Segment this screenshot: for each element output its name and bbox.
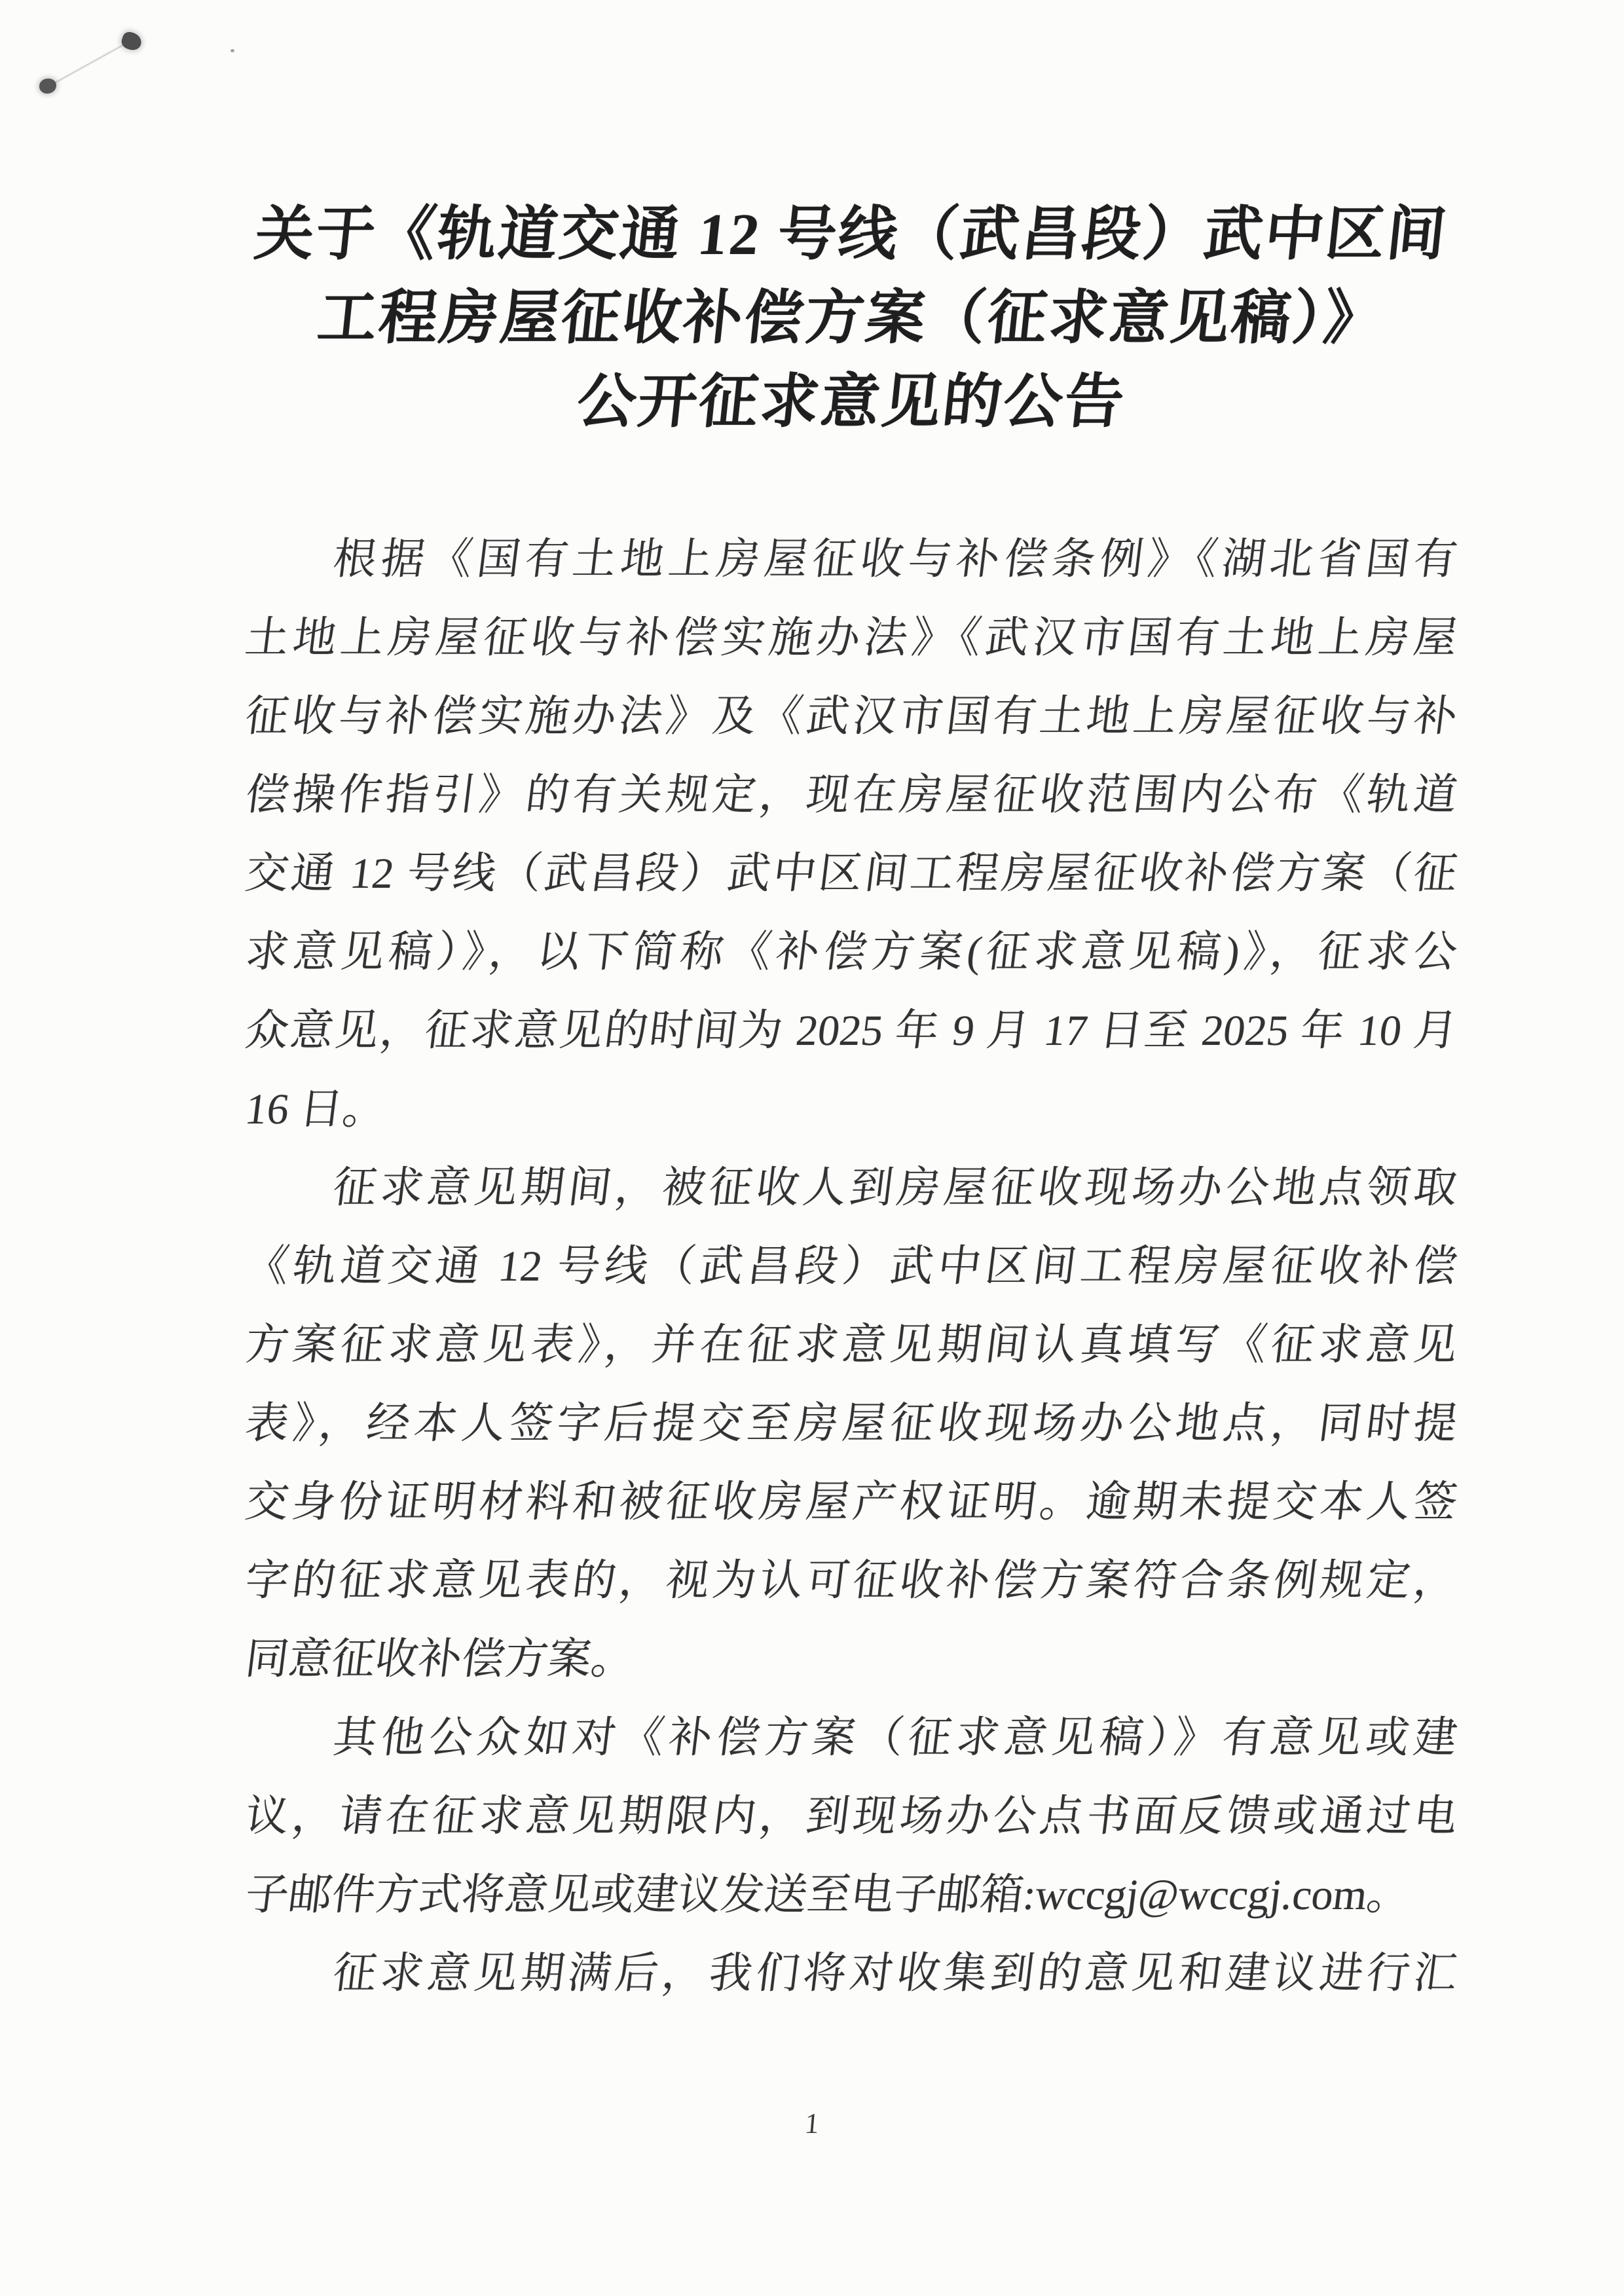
title-line-2: 工程房屋征收补偿方案（征求意见稿）》 bbox=[314, 286, 1388, 351]
title-line-1: 关于《轨道交通 12 号线（武昌段）武中区间 bbox=[251, 202, 1451, 267]
body-line-p1-l7: 众意见，征求意见的时间为 2025 年 9 月 17 日至 2025 年 10 月 bbox=[242, 1007, 1460, 1055]
body-line-p2-l4: 表》，经本人签字后提交至房屋征收现场办公地点，同时提 bbox=[242, 1400, 1460, 1448]
body-line-p1-l2: 土地上房屋征收与补偿实施办法》《武汉市国有土地上房屋 bbox=[242, 614, 1460, 662]
body-line-p3-l1: 其他公众如对《补偿方案（征求意见稿）》有意见或建 bbox=[330, 1714, 1460, 1762]
page-number: 1 bbox=[803, 2107, 821, 2140]
staple-mark-bottom bbox=[39, 79, 56, 94]
scan-speck bbox=[231, 49, 234, 52]
body-line-p1-l3: 征收与补偿实施办法》及《武汉市国有土地上房屋征收与补 bbox=[242, 693, 1460, 740]
body-line-p1-l1: 根据《国有土地上房屋征收与补偿条例》《湖北省国有 bbox=[330, 536, 1460, 583]
body-line-p2-l5: 交身份证明材料和被征收房屋产权证明。逾期未提交本人签 bbox=[242, 1478, 1460, 1526]
body-line-p1-l4: 偿操作指引》的有关规定，现在房屋征收范围内公布《轨道 bbox=[242, 771, 1460, 819]
body-line-p1-l6: 求意见稿）》，以下简称《补偿方案(征求意见稿)》，征求公 bbox=[242, 928, 1460, 976]
staple-mark-top bbox=[120, 30, 144, 52]
body-line-p3-l3: 子邮件方式将意见或建议发送至电子邮箱:wccgj@wccgj.com。 bbox=[242, 1871, 1413, 1919]
body-line-p1-l5: 交通 12 号线（武昌段）武中区间工程房屋征收补偿方案（征 bbox=[242, 850, 1460, 898]
document-body bbox=[242, 520, 1460, 2013]
body-line-p1-l8: 16 日。 bbox=[242, 1085, 390, 1133]
body-line-p2-l1: 征求意见期间，被征收人到房屋征收现场办公地点领取 bbox=[330, 1164, 1460, 1212]
document-title bbox=[206, 193, 1496, 445]
body-line-p3-l2: 议，请在征求意见期限内，到现场办公点书面反馈或通过电 bbox=[242, 1793, 1460, 1840]
body-line-p2-l2: 《轨道交通 12 号线（武昌段）武中区间工程房屋征收补偿 bbox=[242, 1243, 1460, 1290]
body-line-p2-l7: 同意征收补偿方案。 bbox=[242, 1635, 638, 1683]
title-line-3: 公开征求意见的公告 bbox=[574, 370, 1129, 435]
body-line-p4-l1: 征求意见期满后，我们将对收集到的意见和建议进行汇 bbox=[330, 1950, 1460, 1997]
scan-scratch-artifact bbox=[47, 38, 134, 87]
body-line-p2-l6: 字的征求意见表的，视为认可征收补偿方案符合条例规定， bbox=[242, 1557, 1460, 1605]
body-line-p2-l3: 方案征求意见表》，并在征求意见期间认真填写《征求意见 bbox=[242, 1321, 1460, 1369]
